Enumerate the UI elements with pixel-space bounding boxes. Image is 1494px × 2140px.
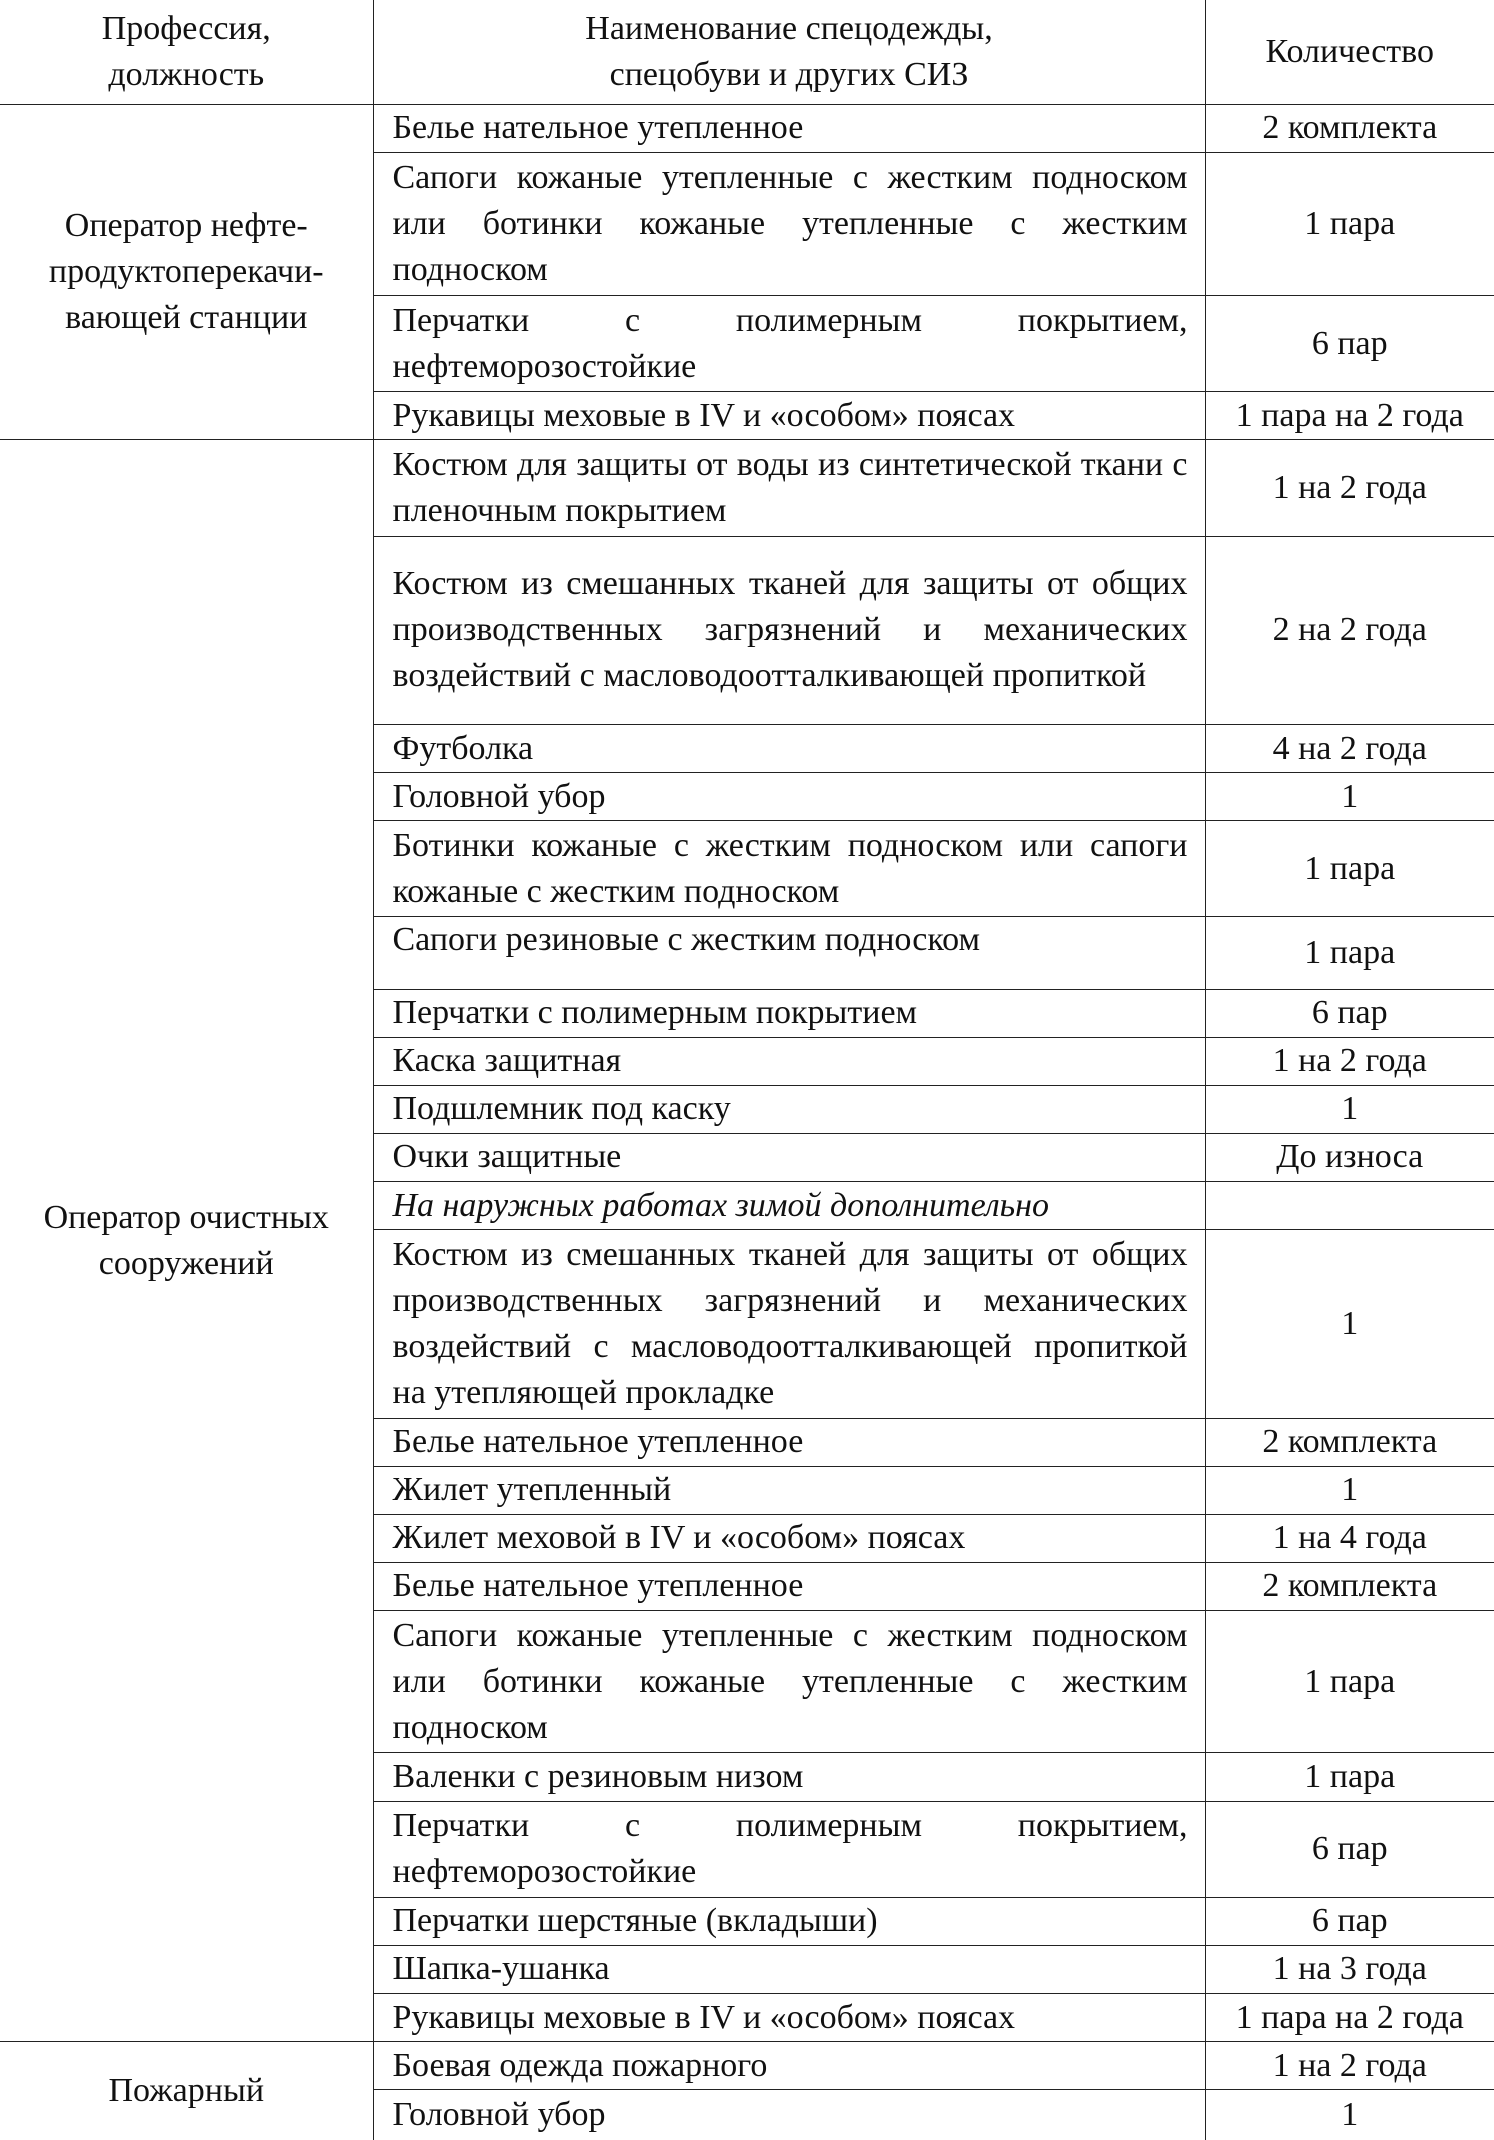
quantity-cell: 1: [1205, 1466, 1494, 1514]
quantity-cell: 1 на 4 года: [1205, 1514, 1494, 1562]
item-cell: Жилет меховой в IV и «особом» поясах: [373, 1514, 1205, 1562]
profession-cell: Оператор очистных сооружений: [0, 440, 373, 2042]
item-cell: Каска защитная: [373, 1037, 1205, 1085]
item-cell: Сапоги кожаные утепленные с жестким подноском или ботинки кожаные утепленные с жестким подноском: [373, 152, 1205, 295]
item-cell: Головной убор: [373, 2090, 1205, 2140]
item-cell: Костюм из смешанных тканей для защиты от общих производственных загрязнений и механических воздействий с масловодоотталкивающей пропиткой на утепляющей прокладке: [373, 1230, 1205, 1418]
item-cell: Белье нательное утепленное: [373, 1562, 1205, 1610]
table-body: [0, 104, 1494, 2140]
quantity-cell: 6 пар: [1205, 989, 1494, 1037]
quantity-cell: 1 пара на 2 года: [1205, 392, 1494, 440]
item-cell: Перчатки с полимерным покрытием: [373, 989, 1205, 1037]
item-cell: Жилет утепленный: [373, 1466, 1205, 1514]
item-cell: Валенки с резиновым низом: [373, 1753, 1205, 1801]
item-cell: Перчатки с полимерным покрытием, нефтеморозостойкие: [373, 295, 1205, 391]
item-cell: Сапоги резиновые с жестким подноском: [373, 917, 1205, 989]
quantity-cell: 1 пара: [1205, 821, 1494, 917]
quantity-cell: 2 комплекта: [1205, 104, 1494, 152]
quantity-cell: 1: [1205, 773, 1494, 821]
quantity-cell: 1 на 2 года: [1205, 2042, 1494, 2090]
quantity-cell: 2 комплекта: [1205, 1418, 1494, 1466]
quantity-cell: 6 пар: [1205, 295, 1494, 391]
item-cell: Белье нательное утепленное: [373, 1418, 1205, 1466]
quantity-cell: 1 пара: [1205, 1753, 1494, 1801]
quantity-cell: 1 на 3 года: [1205, 1945, 1494, 1993]
item-cell: Подшлемник под каску: [373, 1085, 1205, 1133]
quantity-cell: 1 пара: [1205, 917, 1494, 989]
quantity-cell: 1: [1205, 1085, 1494, 1133]
quantity-cell: 1 на 2 года: [1205, 1037, 1494, 1085]
quantity-cell: 2 на 2 года: [1205, 536, 1494, 724]
item-cell: Боевая одежда пожарного: [373, 2042, 1205, 2090]
quantity-cell: До износа: [1205, 1133, 1494, 1181]
header-row: [0, 0, 1494, 104]
quantity-cell: 1: [1205, 2090, 1494, 2140]
profession-cell: Пожарный: [0, 2042, 373, 2140]
item-cell: Рукавицы меховые в IV и «особом» поясах: [373, 392, 1205, 440]
item-cell: Костюм из смешанных тканей для защиты от общих производственных загрязнений и механических воздействий с масловодоотталкивающей пропиткой: [373, 536, 1205, 724]
item-cell: Очки защитные: [373, 1133, 1205, 1181]
item-cell: Перчатки с полимерным покрытием, нефтеморозостойкие: [373, 1801, 1205, 1897]
table-row: [0, 440, 1494, 536]
quantity-cell: 4 на 2 года: [1205, 724, 1494, 772]
profession-cell: Оператор нефте- продуктоперекачи- вающей станции: [0, 104, 373, 440]
table-row: [0, 104, 1494, 152]
item-cell: Сапоги кожаные утепленные с жестким подноском или ботинки кожаные утепленные с жестким подноском: [373, 1611, 1205, 1753]
header-quantity: Количество: [1205, 0, 1494, 104]
header-item: Наименование спецодежды, спецобуви и других СИЗ: [373, 0, 1205, 104]
quantity-cell: 2 комплекта: [1205, 1562, 1494, 1610]
item-cell: Ботинки кожаные с жестким подноском или сапоги кожаные с жестким подноском: [373, 821, 1205, 917]
quantity-cell: 1 пара: [1205, 152, 1494, 295]
quantity-cell: [1205, 1182, 1494, 1230]
note-cell: На наружных работах зимой дополнительно: [373, 1182, 1205, 1230]
header-profession: Профессия, должность: [0, 0, 373, 104]
item-cell: Белье нательное утепленное: [373, 104, 1205, 152]
table-row: [0, 2042, 1494, 2090]
item-cell: Футболка: [373, 724, 1205, 772]
quantity-cell: 1: [1205, 1230, 1494, 1418]
quantity-cell: 1 пара на 2 года: [1205, 1993, 1494, 2041]
quantity-cell: 1 на 2 года: [1205, 440, 1494, 536]
quantity-cell: 1 пара: [1205, 1611, 1494, 1753]
item-cell: Головной убор: [373, 773, 1205, 821]
item-cell: Костюм для защиты от воды из синтетической ткани с пленочным покрытием: [373, 440, 1205, 536]
quantity-cell: 6 пар: [1205, 1801, 1494, 1897]
item-cell: Шапка-ушанка: [373, 1945, 1205, 1993]
item-cell: Рукавицы меховые в IV и «особом» поясах: [373, 1993, 1205, 2041]
item-cell: Перчатки шерстяные (вкладыши): [373, 1897, 1205, 1945]
quantity-cell: 6 пар: [1205, 1897, 1494, 1945]
